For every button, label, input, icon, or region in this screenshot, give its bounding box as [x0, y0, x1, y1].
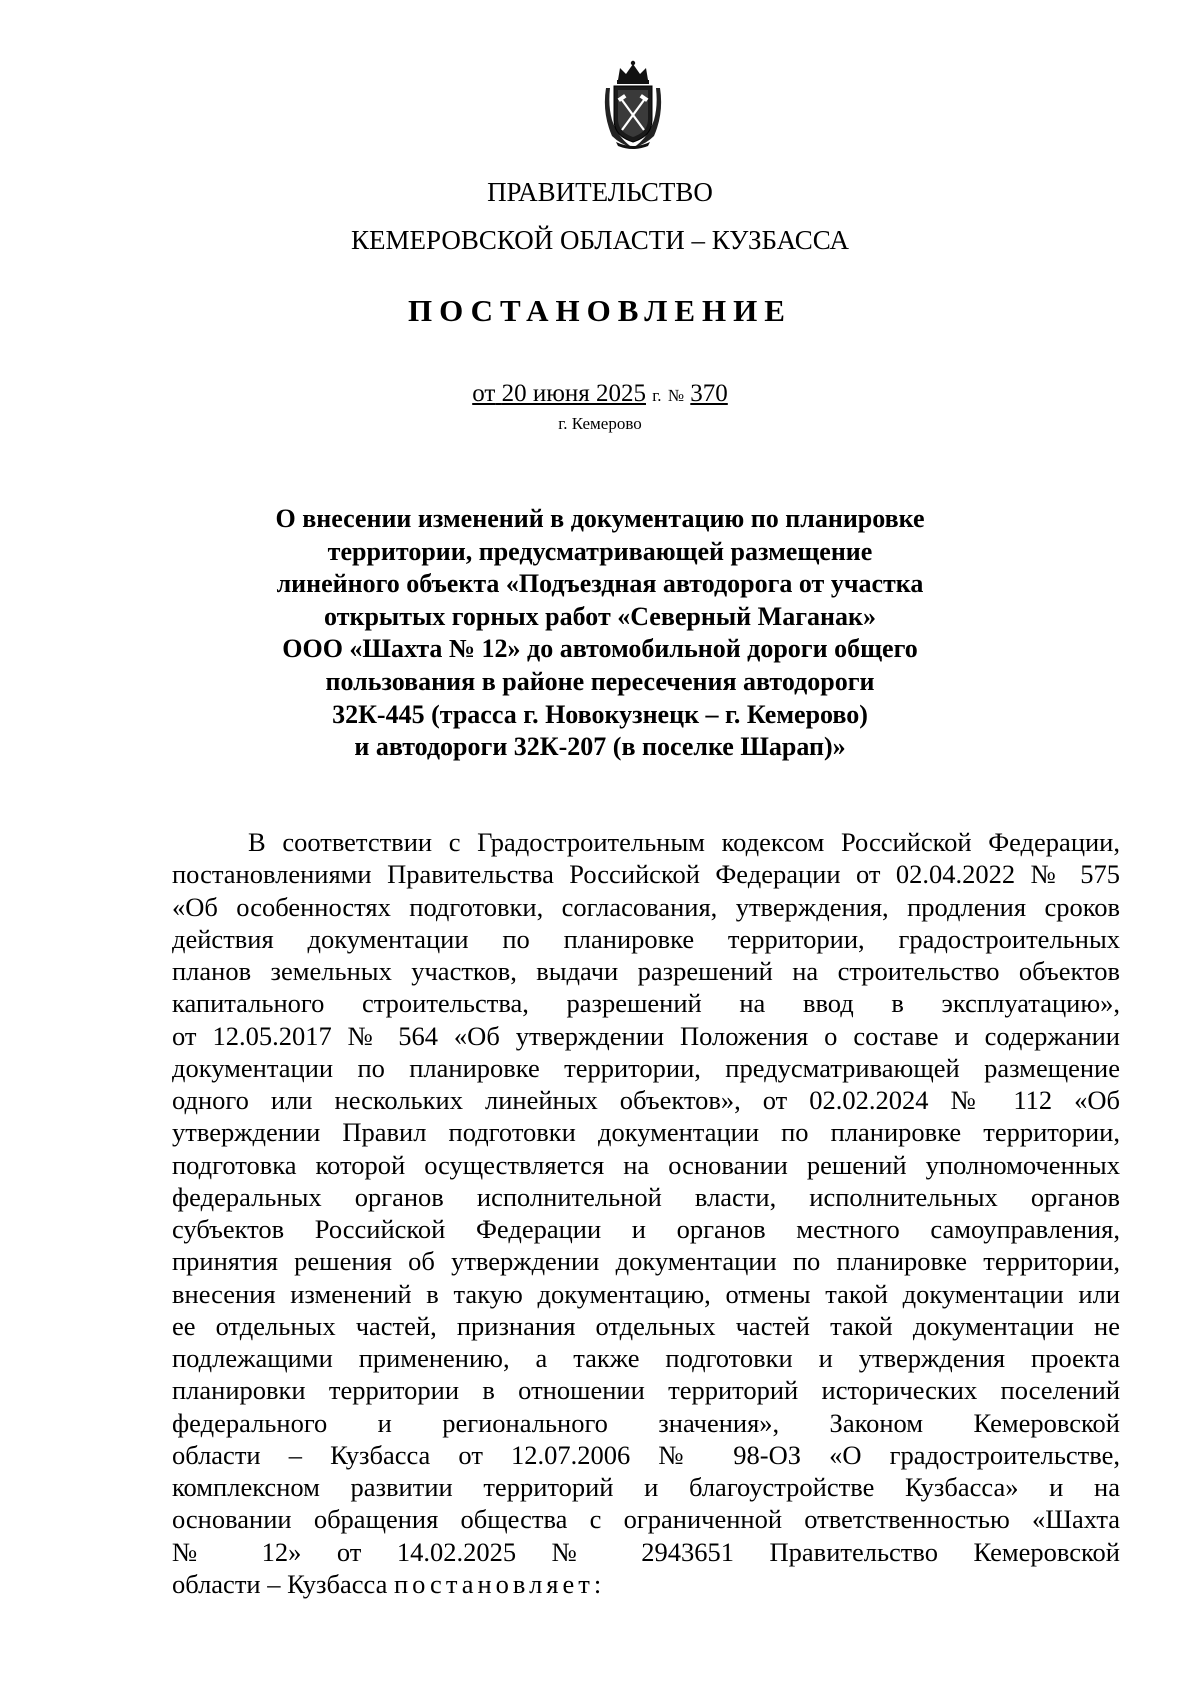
- body-line: от 12.05.2017 № 564 «Об утверждении Положения о составе и содержании: [172, 1020, 1120, 1051]
- body-line: В соответствии с Градостроительным кодексом Российской Федерации,: [248, 827, 1120, 857]
- body-line: № 12» от 14.02.2025 № 2943651 Правительство Кемеровской: [172, 1536, 1120, 1567]
- document-number: 370: [690, 380, 728, 407]
- body-line: планировки территории в отношении территорий исторических поселений: [172, 1375, 1120, 1406]
- body-line: подлежащими применению, а также подготовки и утверждения проекта: [172, 1343, 1120, 1373]
- document-body: [172, 826, 1120, 1600]
- body-line: комплексном развитии территорий и благоустройстве Кузбасса» и на: [172, 1472, 1120, 1502]
- subject-line: и автодороги 32К-207 (в поселке Шарап)»: [354, 732, 846, 762]
- city-name: г. Кемерово: [558, 414, 642, 433]
- body-line: субъектов Российской Федерации и органов местного самоуправления,: [172, 1214, 1120, 1244]
- date-prefix: от: [472, 380, 496, 407]
- subject-line: пользования в районе пересечения автодороги: [325, 666, 875, 696]
- coat-of-arms-icon: [600, 58, 666, 150]
- subject-line: ООО «Шахта № 12» до автомобильной дороги общего: [282, 634, 918, 664]
- document-subject: [200, 503, 1000, 764]
- document-date: 20 июня 2025: [501, 380, 646, 407]
- body-line: федерального и регионального значения», Законом Кемеровской: [172, 1407, 1120, 1438]
- body-line: области – Кузбасса от 12.07.2006 № 98-ОЗ «О градостроительстве,: [172, 1439, 1120, 1470]
- number-sign: №: [667, 386, 685, 405]
- body-line: «Об особенностях подготовки, согласования, утверждения, продления сроков: [172, 891, 1120, 922]
- government-name-line2: КЕМЕРОВСКОЙ ОБЛАСТИ – КУЗБАССА: [351, 225, 849, 255]
- year-suffix: г.: [652, 386, 662, 405]
- body-line: капитального строительства, разрешений на ввод в эксплуатацию»,: [172, 988, 1120, 1019]
- body-line: основании обращения общества с ограниченной ответственностью «Шахта: [172, 1504, 1120, 1535]
- body-line: утверждении Правил подготовки документации по планировке территории,: [172, 1117, 1120, 1148]
- subject-line: открытых горных работ «Северный Маганак»: [324, 601, 876, 631]
- body-line: одного или нескольких линейных объектов», от 02.02.2024 № 112 «Об: [172, 1085, 1120, 1115]
- body-line: действия документации по планировке территории, градостроительных: [172, 923, 1120, 954]
- body-line: федеральных органов исполнительной власти, исполнительных органов: [172, 1181, 1120, 1212]
- body-line: постановлениями Правительства Российской Федерации от 02.04.2022 № 575: [172, 859, 1120, 890]
- subject-line: линейного объекта «Подъездная автодорога от участка: [276, 569, 924, 599]
- body-last-prefix: области – Кузбасса: [172, 1568, 394, 1599]
- resolves-word: постановляет:: [393, 1568, 606, 1599]
- date-number-line: [0, 378, 1200, 412]
- body-last-line: [172, 1568, 1120, 1600]
- document-type-title: ПОСТАНОВЛЕНИЕ: [408, 293, 792, 328]
- body-line: внесения изменений в такую документацию, отмены такой документации или: [172, 1278, 1120, 1309]
- subject-line: территории, предусматривающей размещение: [327, 536, 873, 566]
- government-name-line1: ПРАВИТЕЛЬСТВО: [487, 177, 713, 207]
- body-line: ее отдельных частей, признания отдельных частей такой документации не: [172, 1310, 1120, 1341]
- subject-line: 32К-445 (трасса г. Новокузнецк – г. Кемерово): [332, 699, 868, 729]
- body-line: принятия решения об утверждении документации по планировке территории,: [172, 1246, 1120, 1277]
- body-line: планов земельных участков, выдачи разрешений на строительство объектов: [172, 956, 1120, 986]
- body-line: подготовка которой осуществляется на основании решений уполномоченных: [172, 1149, 1120, 1180]
- body-line: документации по планировке территории, предусматривающей размещение: [172, 1052, 1120, 1083]
- subject-line: О внесении изменений в документацию по планировке: [275, 504, 925, 533]
